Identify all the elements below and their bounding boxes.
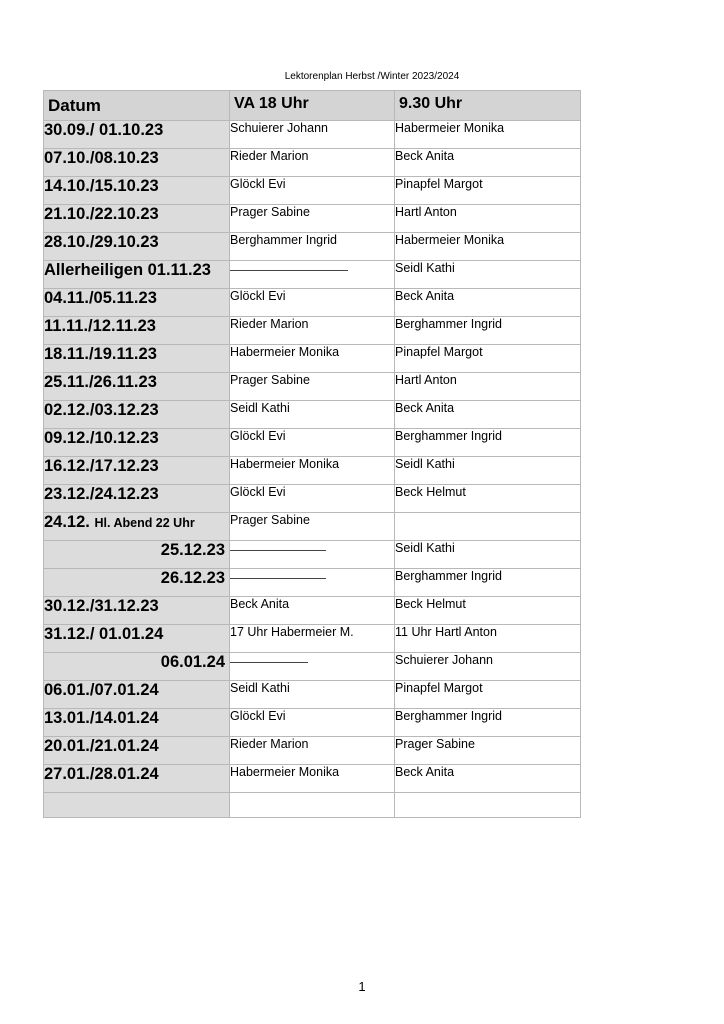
morning-reader-name: Seidl Kathi (395, 541, 455, 555)
va-reader-cell (230, 429, 395, 457)
va-reader-name: Glöckl Evi (230, 177, 286, 191)
column-header-va: VA 18 Uhr (230, 91, 395, 121)
date-text: 27.01./28.01.24 (44, 765, 159, 783)
date-cell (44, 653, 230, 681)
morning-reader-cell (395, 597, 581, 625)
table-row (44, 653, 581, 681)
date-suffix-text: Hl. Abend 22 Uhr (94, 516, 195, 530)
empty-table-row (44, 793, 581, 818)
date-cell (44, 737, 230, 765)
date-text: Allerheiligen 01.11.23 (44, 261, 211, 279)
morning-reader-cell (395, 709, 581, 737)
morning-reader-name: Seidl Kathi (395, 457, 455, 471)
morning-reader-cell (395, 289, 581, 317)
date-text: 07.10./08.10.23 (44, 149, 159, 167)
date-text: 30.12./31.12.23 (44, 597, 159, 615)
date-cell (44, 457, 230, 485)
va-reader-cell (230, 261, 395, 289)
column-header-morning: 9.30 Uhr (395, 91, 581, 121)
morning-reader-cell (395, 569, 581, 597)
table-row (44, 457, 581, 485)
date-cell (44, 513, 230, 541)
date-cell (44, 485, 230, 513)
va-reader-cell (230, 653, 395, 681)
morning-reader-name: Pinapfel Margot (395, 177, 483, 191)
empty-dash-line (230, 270, 348, 271)
date-cell (44, 205, 230, 233)
morning-reader-cell (395, 653, 581, 681)
morning-reader-cell (395, 401, 581, 429)
date-cell (44, 373, 230, 401)
date-cell (44, 317, 230, 345)
va-reader-cell (230, 457, 395, 485)
date-text: 04.11./05.11.23 (44, 289, 157, 307)
date-cell (44, 681, 230, 709)
empty-morning-cell (395, 793, 581, 818)
date-text: 13.01./14.01.24 (44, 709, 159, 727)
date-cell (44, 121, 230, 149)
table-row (44, 233, 581, 261)
va-reader-name: Beck Anita (230, 597, 290, 611)
morning-reader-name: Habermeier Monika (395, 121, 505, 135)
morning-reader-name: Beck Anita (395, 765, 455, 779)
va-reader-cell (230, 597, 395, 625)
table-row (44, 345, 581, 373)
table-row (44, 625, 581, 653)
date-cell (44, 709, 230, 737)
date-text: 20.01./21.01.24 (44, 737, 159, 755)
va-reader-name: Glöckl Evi (230, 289, 286, 303)
morning-reader-name: 11 Uhr Hartl Anton (395, 625, 497, 639)
va-reader-name: Glöckl Evi (230, 709, 286, 723)
morning-reader-name: Habermeier Monika (395, 233, 505, 247)
va-reader-name: Habermeier Monika (230, 457, 340, 471)
va-reader-cell (230, 541, 395, 569)
date-text: 24.12. (44, 513, 90, 531)
va-reader-cell (230, 233, 395, 261)
table-row (44, 765, 581, 793)
date-text: 30.09./ 01.10.23 (44, 121, 164, 139)
va-reader-name: Rieder Marion (230, 317, 309, 331)
empty-dash-line (230, 662, 308, 663)
va-reader-name: Rieder Marion (230, 149, 309, 163)
date-text: 23.12./24.12.23 (44, 485, 159, 503)
table-header-row (44, 91, 581, 121)
va-reader-cell (230, 737, 395, 765)
va-reader-name: Habermeier Monika (230, 345, 340, 359)
morning-reader-name: Schuierer Johann (395, 653, 493, 667)
va-reader-name: Berghammer Ingrid (230, 233, 337, 247)
document-title: Lektorenplan Herbst /Winter 2023/2024 (284, 71, 460, 82)
empty-va-cell (230, 793, 395, 818)
schedule-body (44, 121, 581, 818)
date-text: 06.01./07.01.24 (44, 681, 159, 699)
va-reader-cell (230, 345, 395, 373)
morning-reader-cell (395, 429, 581, 457)
morning-reader-cell (395, 233, 581, 261)
date-cell (44, 149, 230, 177)
va-reader-name: Prager Sabine (230, 205, 310, 219)
morning-reader-name: Prager Sabine (395, 737, 475, 751)
page-number: 1 (358, 979, 366, 994)
date-text: 06.01.24 (160, 653, 225, 671)
morning-reader-name: Berghammer Ingrid (395, 709, 502, 723)
date-cell (44, 541, 230, 569)
morning-reader-cell (395, 205, 581, 233)
morning-reader-name: Beck Anita (395, 289, 455, 303)
date-cell (44, 401, 230, 429)
date-text: 25.11./26.11.23 (44, 373, 157, 391)
va-reader-name: Habermeier Monika (230, 765, 340, 779)
table-row (44, 541, 581, 569)
morning-reader-cell (395, 261, 581, 289)
va-reader-cell (230, 625, 395, 653)
va-reader-name: Glöckl Evi (230, 429, 286, 443)
lector-schedule-table (43, 90, 581, 818)
date-text: 25.12.23 (160, 541, 225, 559)
morning-reader-name: Hartl Anton (395, 373, 457, 387)
morning-reader-name: Pinapfel Margot (395, 681, 483, 695)
morning-reader-name: Berghammer Ingrid (395, 429, 502, 443)
morning-reader-cell (395, 513, 581, 541)
table-row (44, 401, 581, 429)
va-reader-cell (230, 765, 395, 793)
date-text: 28.10./29.10.23 (44, 233, 159, 251)
va-reader-name: Seidl Kathi (230, 681, 290, 695)
va-reader-cell (230, 177, 395, 205)
date-cell (44, 261, 230, 289)
table-row (44, 513, 581, 541)
va-reader-cell (230, 205, 395, 233)
morning-reader-cell (395, 625, 581, 653)
morning-reader-name: Pinapfel Margot (395, 345, 483, 359)
table-row (44, 485, 581, 513)
date-cell (44, 569, 230, 597)
date-text: 02.12./03.12.23 (44, 401, 159, 419)
empty-dash-line (230, 550, 326, 551)
date-text: 14.10./15.10.23 (44, 177, 159, 195)
table-row (44, 709, 581, 737)
morning-reader-cell (395, 485, 581, 513)
morning-reader-cell (395, 737, 581, 765)
empty-date-cell (44, 793, 230, 818)
date-text: 11.11./12.11.23 (44, 317, 156, 335)
morning-reader-name: Beck Helmut (395, 597, 466, 611)
date-text: 21.10./22.10.23 (44, 205, 159, 223)
va-reader-name: Glöckl Evi (230, 485, 286, 499)
column-header-date: Datum (44, 91, 230, 121)
morning-reader-cell (395, 765, 581, 793)
date-text: 26.12.23 (160, 569, 225, 587)
date-cell (44, 177, 230, 205)
morning-reader-name: Seidl Kathi (395, 261, 455, 275)
va-reader-cell (230, 149, 395, 177)
date-cell (44, 233, 230, 261)
morning-reader-cell (395, 177, 581, 205)
morning-reader-cell (395, 345, 581, 373)
va-reader-name: Schuierer Johann (230, 121, 328, 135)
table-row (44, 177, 581, 205)
va-reader-name: Prager Sabine (230, 373, 310, 387)
table-row (44, 289, 581, 317)
va-reader-cell (230, 401, 395, 429)
table-row (44, 597, 581, 625)
va-reader-cell (230, 289, 395, 317)
va-reader-cell (230, 569, 395, 597)
morning-reader-name: Beck Anita (395, 401, 455, 415)
date-cell (44, 429, 230, 457)
morning-reader-cell (395, 149, 581, 177)
morning-reader-name: Berghammer Ingrid (395, 569, 502, 583)
va-reader-name: Seidl Kathi (230, 401, 290, 415)
morning-reader-cell (395, 541, 581, 569)
date-cell (44, 625, 230, 653)
date-cell (44, 765, 230, 793)
table-row (44, 261, 581, 289)
date-text: 16.12./17.12.23 (44, 457, 159, 475)
va-reader-cell (230, 709, 395, 737)
table-row (44, 737, 581, 765)
morning-reader-name: Berghammer Ingrid (395, 317, 502, 331)
table-row (44, 681, 581, 709)
table-row (44, 317, 581, 345)
va-reader-cell (230, 121, 395, 149)
va-reader-name: 17 Uhr Habermeier M. (230, 625, 354, 639)
table-row (44, 569, 581, 597)
morning-reader-cell (395, 457, 581, 485)
morning-reader-cell (395, 373, 581, 401)
morning-reader-cell (395, 681, 581, 709)
morning-reader-name: Beck Helmut (395, 485, 466, 499)
table-row (44, 121, 581, 149)
va-reader-cell (230, 513, 395, 541)
table-row (44, 373, 581, 401)
date-text: 09.12./10.12.23 (44, 429, 159, 447)
va-reader-cell (230, 373, 395, 401)
morning-reader-cell (395, 317, 581, 345)
empty-dash-line (230, 578, 326, 579)
date-cell (44, 345, 230, 373)
va-reader-cell (230, 317, 395, 345)
morning-reader-name: Beck Anita (395, 149, 455, 163)
date-cell (44, 289, 230, 317)
morning-reader-cell (395, 121, 581, 149)
va-reader-name: Rieder Marion (230, 737, 309, 751)
date-cell (44, 597, 230, 625)
va-reader-cell (230, 681, 395, 709)
date-text: 18.11./19.11.23 (44, 345, 157, 363)
va-reader-cell (230, 485, 395, 513)
morning-reader-name: Hartl Anton (395, 205, 457, 219)
va-reader-name: Prager Sabine (230, 513, 310, 527)
table-row (44, 429, 581, 457)
table-row (44, 205, 581, 233)
table-row (44, 149, 581, 177)
date-text: 31.12./ 01.01.24 (44, 625, 164, 643)
